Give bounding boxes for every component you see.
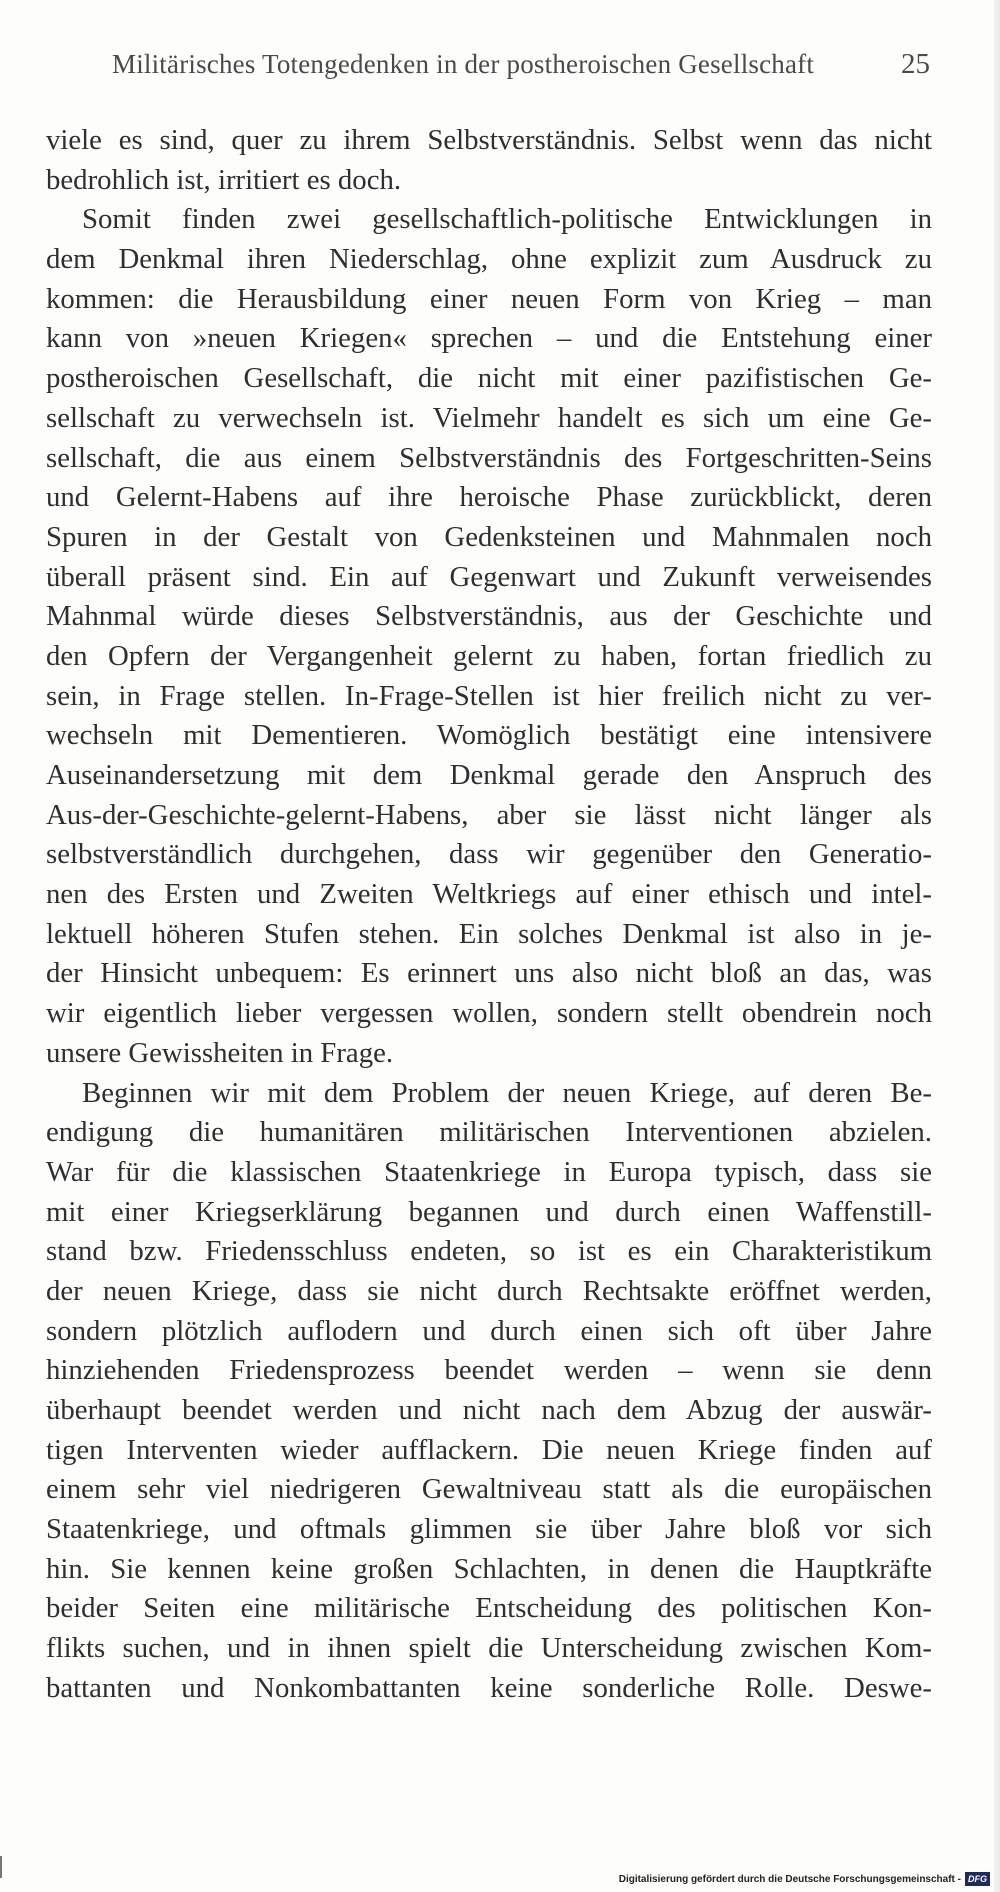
- text-line: tigen Interventen wieder aufflackern. Die neuen Kriege finden auf: [46, 1433, 932, 1466]
- text-line: Somit finden zwei gesellschaftlich-politische Entwicklungen in: [82, 203, 932, 236]
- text-line: viele es sind, quer zu ihrem Selbstverständnis. Selbst wenn das nicht: [46, 124, 932, 156]
- page-number: 25: [901, 48, 930, 80]
- text-line: selbstverständlich durchgehen, dass wir gegenüber den Generatio-: [46, 838, 932, 871]
- dfg-logo: DFG: [965, 1872, 990, 1886]
- text-line: der Hinsicht unbequem: Es erinnert uns also nicht bloß an das, was: [46, 957, 932, 990]
- text-line: überall präsent sind. Ein auf Gegenwart und Zukunft verweisendes: [46, 560, 932, 593]
- text-line: nen des Ersten und Zweiten Weltkriegs auf einer ethisch und intel-: [46, 878, 932, 911]
- text-line: einem sehr viel niedrigeren Gewaltniveau statt als die europäischen: [46, 1473, 932, 1506]
- text-line: Staatenkriege, und oftmals glimmen sie über Jahre bloß vor sich: [46, 1513, 932, 1546]
- text-line: dem Denkmal ihren Niederschlag, ohne explizit zum Ausdruck zu: [46, 243, 932, 276]
- text-line: sellschaft zu verwechseln ist. Vielmehr handelt es sich um eine Ge-: [46, 401, 932, 434]
- digitization-footer: [619, 1870, 990, 1888]
- text-line: kommen: die Herausbildung einer neuen Form von Krieg – man: [46, 282, 932, 315]
- text-line: der neuen Kriege, dass sie nicht durch Rechtsakte eröffnet werden,: [46, 1274, 932, 1307]
- text-line: endigung die humanitären militärischen Interventionen abzielen.: [46, 1116, 932, 1149]
- text-line: hinziehenden Friedensprozess beendet werden – wenn sie denn: [46, 1354, 932, 1387]
- running-head: [112, 44, 930, 84]
- text-line: sondern plötzlich auflodern und durch einen sich oft über Jahre: [46, 1314, 932, 1347]
- text-line: hin. Sie kennen keine großen Schlachten, in denen die Hauptkräfte: [46, 1552, 932, 1585]
- text-line: überhaupt beendet werden und nicht nach dem Abzug der auswär-: [46, 1394, 932, 1426]
- text-line: stand bzw. Friedensschluss endeten, so ist es ein Charakteristikum: [46, 1235, 932, 1268]
- text-line: unsere Gewissheiten in Frage.: [46, 1036, 394, 1069]
- scan-mark: [0, 1856, 2, 1878]
- text-line: mit einer Kriegserklärung begannen und durch einen Waffenstill-: [46, 1195, 932, 1228]
- text-line: lektuell höheren Stufen stehen. Ein solches Denkmal ist also in je-: [46, 917, 932, 950]
- text-line: bedrohlich ist, irritiert es doch.: [46, 163, 402, 196]
- text-line: wechseln mit Dementieren. Womöglich bestätigt eine intensivere: [46, 719, 932, 752]
- text-line: kann von »neuen Kriegen« sprechen – und die Entstehung einer: [46, 322, 932, 355]
- text-line: Mahnmal würde dieses Selbstverständnis, aus der Geschichte und: [46, 600, 932, 633]
- body-text: [46, 121, 932, 1709]
- text-line: sein, in Frage stellen. In-Frage-Stellen ist hier freilich nicht zu ver-: [46, 679, 932, 712]
- text-line: postheroischen Gesellschaft, die nicht mit einer pazifistischen Ge-: [46, 362, 932, 395]
- text-line: Beginnen wir mit dem Problem der neuen Kriege, auf deren Be-: [82, 1076, 932, 1109]
- text-line: battanten und Nonkombattanten keine sonderliche Rolle. Deswe-: [46, 1671, 932, 1704]
- text-line: Aus-der-Geschichte-gelernt-Habens, aber sie lässt nicht länger als: [46, 798, 932, 831]
- text-line: und Gelernt-Habens auf ihre heroische Phase zurückblickt, deren: [46, 481, 932, 514]
- text-line: flikts suchen, und in ihnen spielt die Unterscheidung zwischen Kom-: [46, 1632, 932, 1665]
- text-line: sellschaft, die aus einem Selbstverständnis des Fortgeschritten-Seins: [46, 441, 932, 474]
- funding-note: Digitalisierung gefördert durch die Deutsche Forschungsgemeinschaft -: [618, 1873, 961, 1885]
- running-title: Militärisches Totengedenken in der postheroischen Gesellschaft: [112, 49, 815, 79]
- text-line: Spuren in der Gestalt von Gedenksteinen und Mahnmalen noch: [46, 520, 932, 553]
- text-line: Auseinandersetzung mit dem Denkmal gerade den Anspruch des: [46, 759, 932, 791]
- text-line: War für die klassischen Staatenkriege in Europa typisch, dass sie: [46, 1155, 932, 1188]
- text-line: beider Seiten eine militärische Entscheidung des politischen Kon-: [46, 1592, 932, 1625]
- text-line: wir eigentlich lieber vergessen wollen, sondern stellt obendrein noch: [46, 997, 932, 1030]
- page-edge-shadow: [994, 0, 1000, 1892]
- text-line: den Opfern der Vergangenheit gelernt zu haben, fortan friedlich zu: [46, 639, 932, 672]
